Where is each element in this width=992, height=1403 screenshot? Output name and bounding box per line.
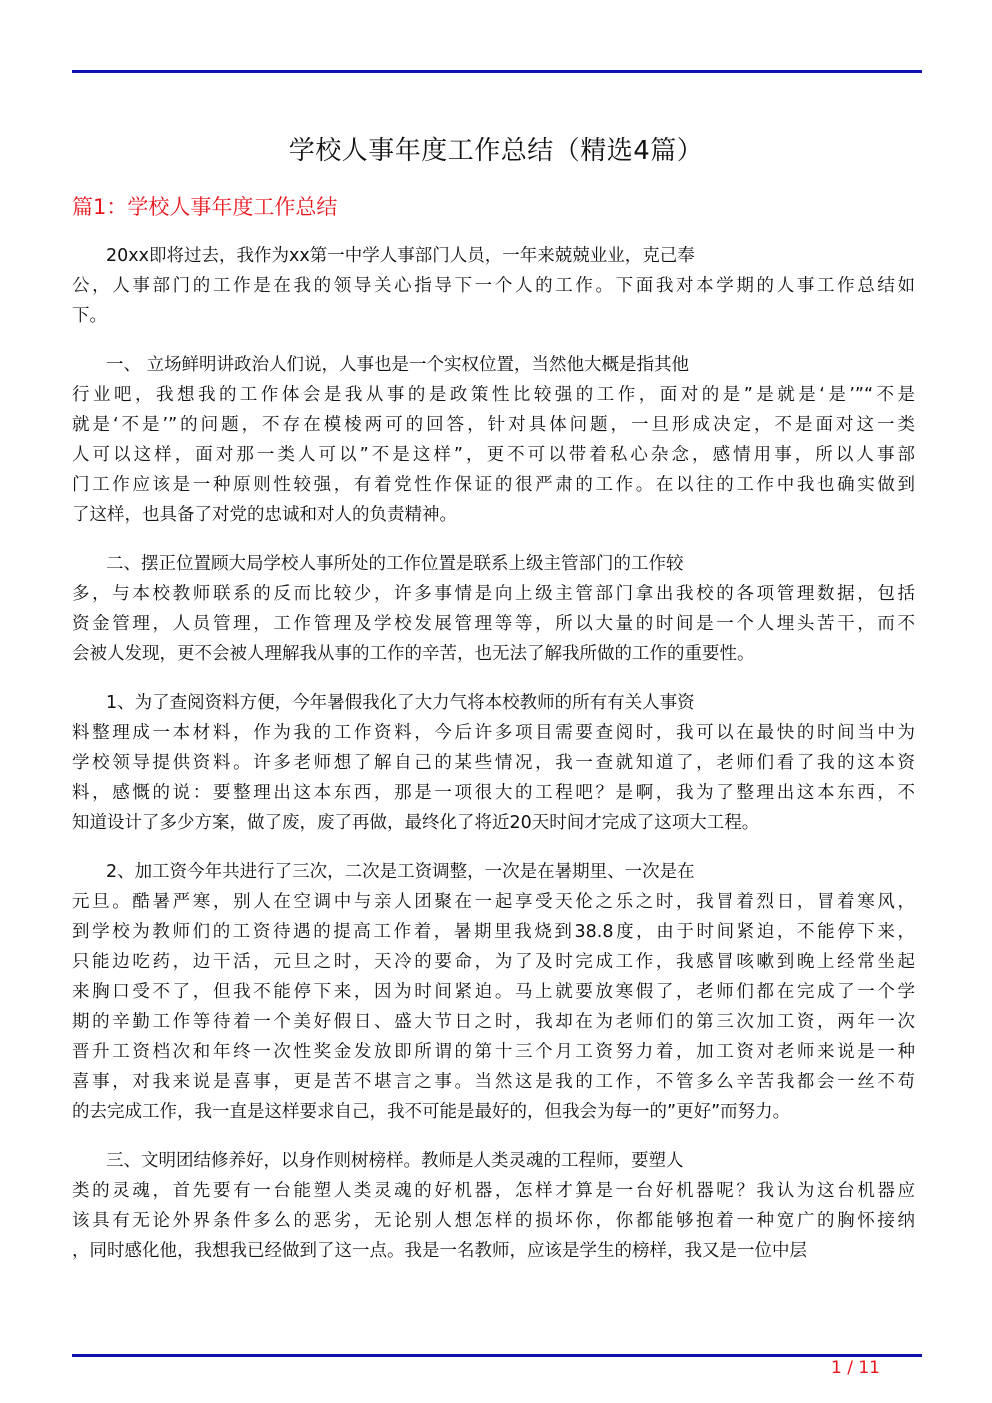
text-line: 到学校为教师们的工资待遇的提高工作着，暑期里我烧到38.8度，由于时间紧迫，不能停下来， (72, 922, 915, 942)
footer-rule (72, 1354, 922, 1357)
document-body (72, 241, 915, 1285)
text-line: 来胸口受不了，但我不能停下来，因为时间紧迫。马上就要放寒假了，老师们都在完成了一个学 (72, 982, 915, 1002)
text-line: 知道设计了多少方案，做了废，废了再做，最终化了将近20天时间才完成了这项大工程。 (72, 813, 760, 833)
header-rule (72, 70, 922, 73)
page-number: 1 / 11 (831, 1358, 880, 1378)
text-line: 多，与本校教师联系的反而比较少，许多事情是向上级主管部门拿出我校的各项管理数据，包括 (72, 584, 915, 604)
section-heading: 篇1：学校人事年度工作总结 (72, 195, 338, 219)
text-line: 学校领导提供资料。许多老师想了解自己的某些情况，我一查就知道了，老师们看了我的这本资 (72, 753, 915, 773)
text-line: 下。 (72, 306, 107, 326)
text-line: 该具有无论外界条件多么的恶劣，无论别人想怎样的损坏你，你都能够抱着一种宽广的胸怀接纳 (72, 1211, 915, 1231)
text-line: 一、 立场鲜明讲政治人们说，人事也是一个实权位置，当然他大概是指其他 (106, 355, 690, 375)
document-title: 学校人事年度工作总结（精选4篇） (288, 136, 704, 166)
text-line: 资金管理，人员管理，工作管理及学校发展管理等等，所以大量的时间是一个人埋头苦干，而不 (72, 614, 915, 634)
text-line: 三、文明团结修养好，以身作则树榜样。教师是人类灵魂的工程师，要塑人 (106, 1151, 684, 1171)
text-line: 会被人发现，更不会被人理解我从事的工作的辛苦，也无法了解我所做的工作的重要性。 (72, 644, 755, 664)
text-line: 类的灵魂，首先要有一台能塑人类灵魂的好机器，怎样才算是一台好机器呢？我认为这台机器应 (72, 1181, 915, 1201)
paragraph (72, 241, 915, 331)
text-line: 就是‘不是’”的问题，不存在模棱两可的回答，针对具体问题，一旦形成决定，不是面对这一类 (72, 415, 915, 435)
paragraph (72, 688, 915, 838)
text-line: 门工作应该是一种原则性较强，有着党性作保证的很严肃的工作。在以往的工作中我也确实做到 (72, 475, 915, 495)
text-line: 喜事，对我来说是喜事，更是苦不堪言之事。当然这是我的工作，不管多么辛苦我都会一丝不苟 (72, 1072, 915, 1092)
text-line: ，同时感化他，我想我已经做到了这一点。我是一名教师，应该是学生的榜样，我又是一位中层 (72, 1241, 807, 1261)
text-line: 2、加工资今年共进行了三次，二次是工资调整，一次是在暑期里、一次是在 (106, 862, 695, 882)
text-line: 人可以这样，面对那一类人可以”不是这样”，更不可以带着私心杂念，感情用事，所以人事部 (72, 445, 915, 465)
text-line: 晋升工资档次和年终一次性奖金发放即所谓的第十三个月工资努力着，加工资对老师来说是一种 (72, 1042, 915, 1062)
text-line: 20xx即将过去，我作为xx第一中学人事部门人员，一年来兢兢业业，克己奉 (106, 246, 695, 266)
text-line: 了这样，也具备了对党的忠诚和对人的负责精神。 (72, 505, 457, 525)
text-line: 的去完成工作，我一直是这样要求自己，我不可能是最好的，但我会为每一的”更好”而努力。 (72, 1102, 791, 1122)
text-line: 二、摆正位置顾大局学校人事所处的工作位置是联系上级主管部门的工作较 (106, 554, 684, 574)
text-line: 行业吧，我想我的工作体会是我从事的是政策性比较强的工作，面对的是”是就是‘是’”“不是 (72, 385, 915, 405)
paragraph (72, 857, 915, 1127)
text-line: 1、为了查阅资料方便，今年暑假我化了大力气将本校教师的所有有关人事资 (106, 693, 695, 713)
text-line: 只能边吃药，边干活，元旦之时，天冷的要命，为了及时完成工作，我感冒咳嗽到晚上经常坐起 (72, 952, 915, 972)
text-line: 公，人事部门的工作是在我的领导关心指导下一个人的工作。下面我对本学期的人事工作总结如 (72, 276, 915, 296)
paragraph (72, 1146, 915, 1266)
text-line: 料整理成一本材料，作为我的工作资料，今后许多项目需要查阅时，我可以在最快的时间当中为 (72, 723, 915, 743)
text-line: 元旦。酷暑严寒，别人在空调中与亲人团聚在一起享受天伦之乐之时，我冒着烈日，冒着寒风， (72, 892, 915, 912)
paragraph (72, 549, 915, 669)
text-line: 料，感慨的说：要整理出这本东西，那是一项很大的工程吧？是啊，我为了整理出这本东西，不 (72, 783, 915, 803)
paragraph (72, 350, 915, 530)
text-line: 期的辛勤工作等待着一个美好假日、盛大节日之时，我却在为老师们的第三次加工资，两年一次 (72, 1012, 915, 1032)
